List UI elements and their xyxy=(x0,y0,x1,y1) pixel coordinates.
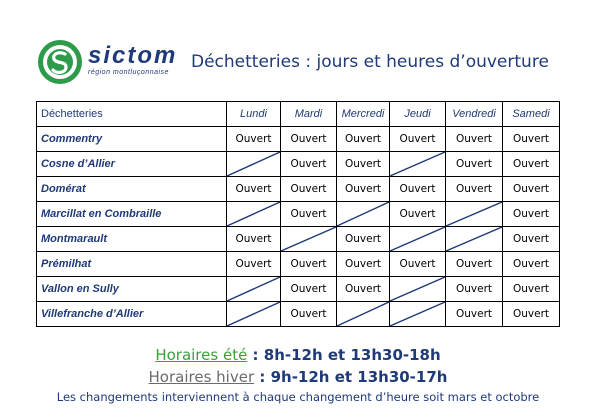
hours-change-note: Les changements interviennent à chaque changement d’heure soit mars et octobre xyxy=(56,390,540,404)
site-name: Prémilhat xyxy=(37,252,227,277)
winter-hours xyxy=(0,368,596,386)
summer-hours xyxy=(0,346,596,364)
status-open: Ouvert xyxy=(503,127,560,152)
table-row xyxy=(37,252,560,277)
status-open: Ouvert xyxy=(390,177,446,202)
status-open: Ouvert xyxy=(281,202,337,227)
status-open: Ouvert xyxy=(446,302,503,327)
status-open: Ouvert xyxy=(227,227,281,252)
closed-slash-icon xyxy=(446,227,502,251)
status-open: Ouvert xyxy=(337,227,390,252)
status-open: Ouvert xyxy=(503,227,560,252)
status-closed xyxy=(227,277,281,302)
schedule-table xyxy=(36,101,560,327)
table-row xyxy=(37,152,560,177)
status-open: Ouvert xyxy=(390,202,446,227)
closed-slash-icon xyxy=(337,302,389,326)
summer-hours-value: 8h-12h et 13h30-18h xyxy=(263,346,441,364)
closed-slash-icon xyxy=(390,152,445,176)
status-open: Ouvert xyxy=(227,177,281,202)
status-open: Ouvert xyxy=(337,252,390,277)
status-open: Ouvert xyxy=(390,127,446,152)
table-row xyxy=(37,277,560,302)
winter-hours-value: 9h-12h et 13h30-17h xyxy=(270,368,448,386)
status-open: Ouvert xyxy=(446,252,503,277)
column-header: Mercredi xyxy=(337,102,390,127)
closed-slash-icon xyxy=(227,202,280,226)
status-open: Ouvert xyxy=(503,202,560,227)
status-closed xyxy=(281,227,337,252)
status-open: Ouvert xyxy=(281,277,337,302)
status-open: Ouvert xyxy=(337,127,390,152)
status-open: Ouvert xyxy=(503,177,560,202)
closed-slash-icon xyxy=(337,202,389,226)
table-row xyxy=(37,227,560,252)
status-open: Ouvert xyxy=(337,277,390,302)
status-open: Ouvert xyxy=(281,127,337,152)
closed-slash-icon xyxy=(227,152,280,176)
winter-hours-label: Horaires hiver xyxy=(148,368,255,386)
brand-name: sictom xyxy=(88,42,178,69)
status-open: Ouvert xyxy=(227,127,281,152)
site-name: Cosne d’Allier xyxy=(37,152,227,177)
table-row xyxy=(37,127,560,152)
status-open: Ouvert xyxy=(390,252,446,277)
column-header: Déchetteries xyxy=(37,102,227,127)
status-open: Ouvert xyxy=(281,302,337,327)
closed-slash-icon xyxy=(227,277,280,301)
summer-hours-label: Horaires été xyxy=(155,346,248,364)
status-open: Ouvert xyxy=(503,302,560,327)
page-title: Déchetteries : jours et heures d’ouverture xyxy=(191,52,549,72)
status-closed xyxy=(446,227,503,252)
status-open: Ouvert xyxy=(446,152,503,177)
closed-slash-icon xyxy=(227,302,280,326)
table-row xyxy=(37,302,560,327)
status-open: Ouvert xyxy=(227,252,281,277)
status-open: Ouvert xyxy=(337,152,390,177)
column-header: Samedi xyxy=(503,102,560,127)
column-header: Vendredi xyxy=(446,102,503,127)
site-name: Commentry xyxy=(37,127,227,152)
closed-slash-icon xyxy=(390,227,445,251)
status-closed xyxy=(390,277,446,302)
closed-slash-icon xyxy=(390,302,445,326)
winter-hours-separator: : xyxy=(254,368,271,386)
column-header: Lundi xyxy=(227,102,281,127)
column-header: Mardi xyxy=(281,102,337,127)
status-closed xyxy=(390,227,446,252)
status-closed xyxy=(227,202,281,227)
status-open: Ouvert xyxy=(446,177,503,202)
site-name: Villefranche d’Allier xyxy=(37,302,227,327)
status-open: Ouvert xyxy=(281,252,337,277)
status-closed xyxy=(446,202,503,227)
site-name: Domérat xyxy=(37,177,227,202)
closed-slash-icon xyxy=(446,202,502,226)
status-open: Ouvert xyxy=(503,252,560,277)
status-open: Ouvert xyxy=(503,152,560,177)
status-closed xyxy=(337,302,390,327)
status-closed xyxy=(337,202,390,227)
site-name: Marcillat en Combraille xyxy=(37,202,227,227)
site-name: Vallon en Sully xyxy=(37,277,227,302)
closed-slash-icon xyxy=(281,227,336,251)
column-header: Jeudi xyxy=(390,102,446,127)
table-row xyxy=(37,177,560,202)
closed-slash-icon xyxy=(390,277,445,301)
status-open: Ouvert xyxy=(281,152,337,177)
status-open: Ouvert xyxy=(503,277,560,302)
status-open: Ouvert xyxy=(446,277,503,302)
site-name: Montmarault xyxy=(37,227,227,252)
status-closed xyxy=(227,302,281,327)
table-header-row xyxy=(37,102,560,127)
status-closed xyxy=(390,302,446,327)
status-open: Ouvert xyxy=(337,177,390,202)
summer-hours-separator: : xyxy=(247,346,264,364)
sictom-logo-icon xyxy=(37,39,83,85)
status-closed xyxy=(390,152,446,177)
status-open: Ouvert xyxy=(446,127,503,152)
status-closed xyxy=(227,152,281,177)
status-open: Ouvert xyxy=(281,177,337,202)
brand-subtitle: région montluçonnaise xyxy=(88,69,169,76)
table-row xyxy=(37,202,560,227)
brand xyxy=(88,44,177,76)
